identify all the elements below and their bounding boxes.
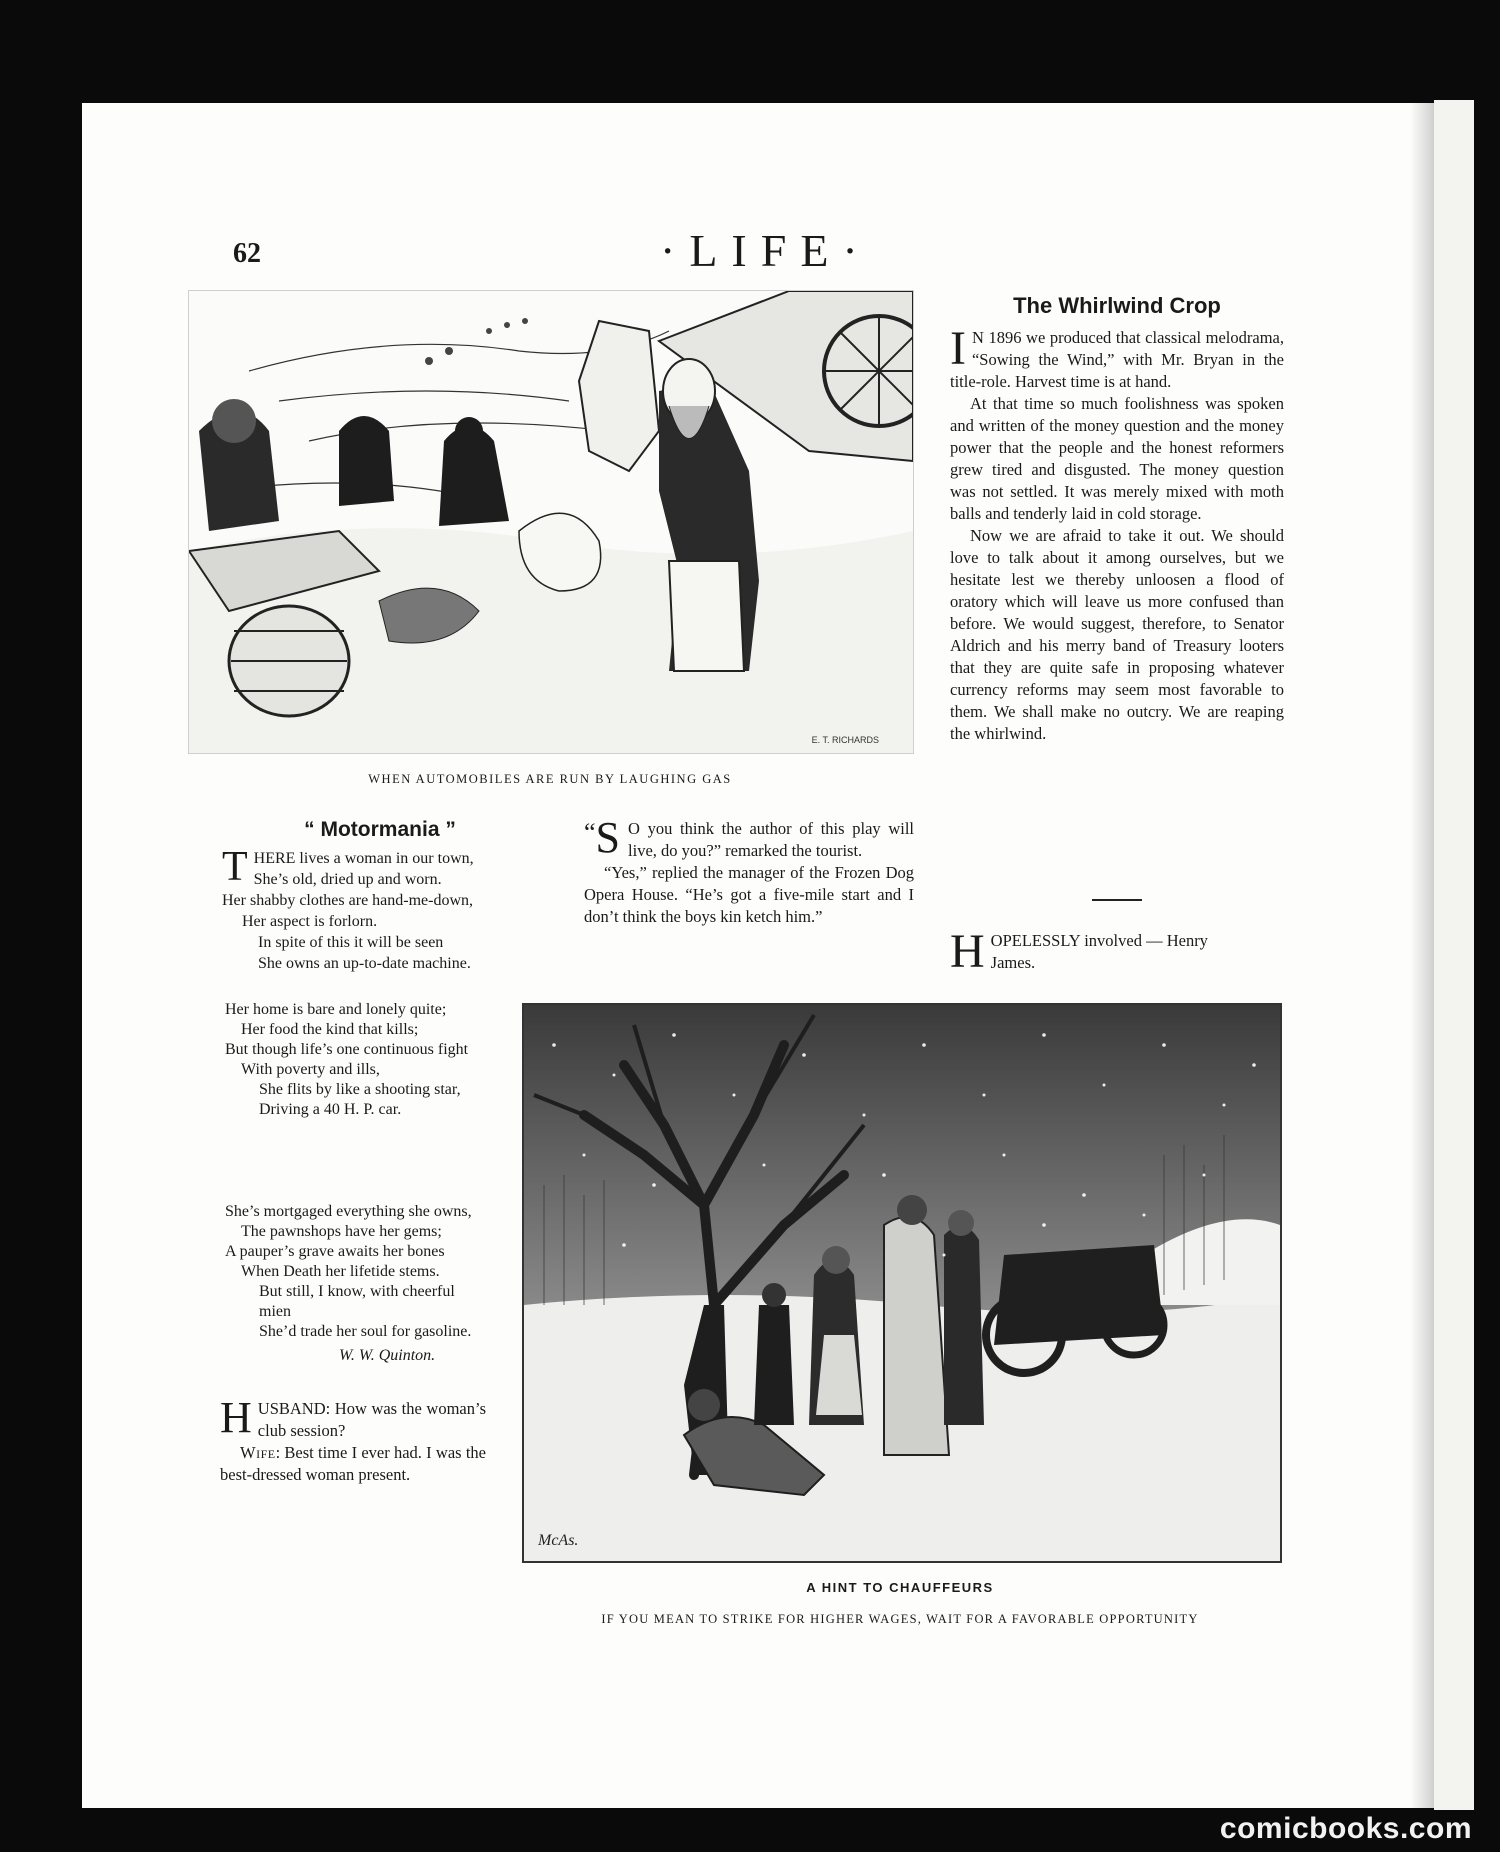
author-joke [584, 813, 914, 928]
poem-line: When Death her lifetide stems. [241, 1263, 440, 1280]
spine-shadow [1410, 103, 1434, 1808]
illustration-laughing-gas [188, 290, 914, 754]
poem-line: She’d trade her soul for gasoline. [259, 1323, 472, 1340]
hopelessly-line-1: OPELESSLY involved — Henry [990, 931, 1208, 950]
hopelessly-dropcap: H [950, 925, 985, 978]
poem-line: But still, I know, with cheerful mien [259, 1283, 455, 1320]
motormania-dropcap: T [222, 844, 248, 890]
poem-line: With poverty and ills, [241, 1061, 380, 1078]
whirlwind-dropcap: I [950, 322, 966, 375]
poem-line: Her shabby clothes are hand-me-down, [222, 892, 474, 909]
poem-line: She owns an up-to-date machine. [258, 955, 471, 972]
whirlwind-paragraph-1: N 1896 we produced that classical melodrama, “Sowing the Wind,” with Mr. Bryan in the title-role. Harvest time is at hand. [950, 328, 1284, 391]
top-illustration-caption: WHEN AUTOMOBILES ARE RUN BY LAUGHING GAS [368, 772, 732, 786]
bottom-illustration-title: A HINT TO CHAUFFEURS [806, 1580, 994, 1595]
poem-line: A pauper’s grave awaits her bones [225, 1243, 445, 1260]
motormania-poem [222, 818, 538, 974]
poem-line: Driving a 40 H. P. car. [259, 1101, 402, 1118]
motormania-stanza-2 [225, 1000, 485, 1120]
author-joke-paragraph-2: “Yes,” replied the manager of the Frozen Dog Opera House. “He’s got a five-mile start and I don’t think the boys kin ketch him.” [584, 863, 914, 926]
poem-line: In spite of this it will be seen [258, 934, 444, 951]
poem-author: W. W. Quinton. [339, 1347, 436, 1364]
motormania-title: “ Motormania ” [304, 818, 456, 841]
author-joke-dropcap: S [595, 813, 621, 862]
poem-line: But though life’s one continuous fight [225, 1041, 469, 1058]
poem-line: The pawnshops have her gems; [241, 1223, 442, 1240]
motormania-stanza-3 [225, 1202, 485, 1366]
husband-joke-paragraph-1: USBAND: How was the woman’s club session? [257, 1399, 486, 1440]
whirlwind-title: The Whirlwind Crop [1013, 293, 1221, 318]
hopelessly-line-2: James. [990, 953, 1036, 972]
poem-line: She’s mortgaged everything she owns, [225, 1203, 472, 1220]
snow-scene-drawing [524, 1005, 1280, 1561]
separator-whirlwind [1092, 899, 1142, 901]
whirlwind-paragraph-2: At that time so much foolishness was spoken and written of the money question and the money power that the people and the honest reformers grew tired and disgusted. The money question was not settled. It was merely mixed with moth balls and tenderly laid in cold storage. [950, 394, 1284, 523]
husband-joke-paragraph-2: : Best time I ever had. I was the best-dressed woman present. [220, 1443, 486, 1484]
masthead: ·LIFE· [660, 225, 872, 276]
illustration-hint-to-chauffeurs [522, 1003, 1282, 1563]
hopelessly-item [950, 925, 1284, 978]
poem-line: Her home is bare and lonely quite; [225, 1001, 447, 1018]
husband-joke-dropcap: H [220, 1393, 252, 1442]
whirlwind-paragraph-3: Now we are afraid to take it out. We should love to talk about it among ourselves, but we hesitate lest we thereby unloosen a flood of oratory which will leave us more confused than before. We would suggest, therefore, to Senator Aldrich and his merry band of Treasury looters that they are quite safe in proposing whatever currency reforms may seem most favorable to them. We shall make no outcry. We are reaping the whirlwind. [950, 526, 1284, 743]
bottom-illustration-signature: McAs. [538, 1532, 579, 1549]
bottom-illustration-subtitle: IF YOU MEAN TO STRIKE FOR HIGHER WAGES, WAIT FOR A FAVORABLE OPPORTUNITY [601, 1612, 1199, 1626]
watermark: comicbooks.com [1219, 1812, 1472, 1845]
husband-joke [220, 1393, 486, 1486]
page-number: 62 [233, 238, 261, 269]
top-illustration-signature: E. T. RICHARDS [811, 735, 879, 745]
poem-line: HERE lives a woman in our town, [253, 850, 474, 867]
author-joke-paragraph-1: O you think the author of this play will live, do you?” remarked the tourist. [628, 819, 914, 860]
open-quote: “ [584, 818, 596, 847]
poem-line: She’s old, dried up and worn. [253, 871, 442, 888]
poem-line: Her food the kind that kills; [241, 1021, 419, 1038]
poem-line: Her aspect is forlorn. [242, 913, 378, 930]
facing-page-edge [1434, 100, 1474, 1810]
wife-label: Wife [240, 1443, 276, 1462]
poem-line: She flits by like a shooting star, [259, 1081, 461, 1098]
whirlwind-article [950, 293, 1284, 745]
laughing-gas-drawing [189, 291, 913, 753]
